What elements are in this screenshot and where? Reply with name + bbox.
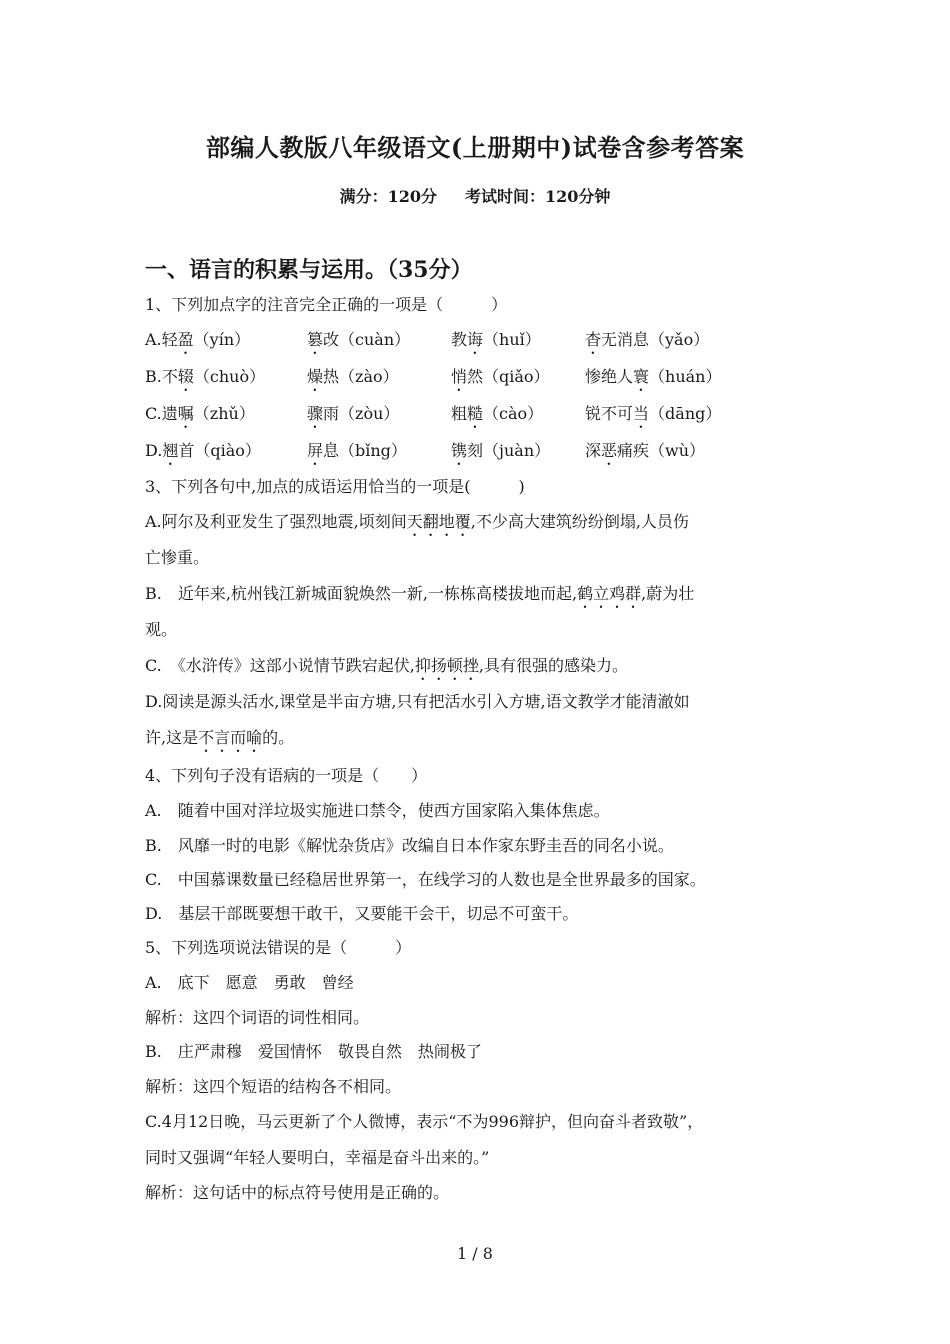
q4-option-a: A. 随着中国对洋垃圾实施进口禁令，使西方国家陷入集体焦虑。 xyxy=(145,801,610,820)
q5-option-a: A. 底下 愿意 勇敢 曾经 xyxy=(145,973,354,992)
q3-option-d-line1: D.阅读是源头活水,课堂是半亩方塘,只有把活水引入方塘,语文教学才能清澈如 xyxy=(145,692,690,711)
q5-option-c-note: 解析：这句话中的标点符号使用是正确的。 xyxy=(145,1183,450,1202)
q5-option-a-note: 解析：这四个词语的词性相同。 xyxy=(145,1008,370,1027)
q1-option-d: D.翘首（qiào） 屏息（bǐng） 镌刻（juàn） 深恶痛疾（wù） xyxy=(145,441,706,460)
q4-stem: 4、下列句子没有语病的一项是（ ） xyxy=(145,766,428,785)
q1-stem: 1、下列加点字的注音完全正确的一项是（ ） xyxy=(145,295,508,314)
q5-option-b-note: 解析：这四个短语的结构各不相同。 xyxy=(145,1077,402,1096)
q1-option-a: A.轻盈（yín） 篡改（cuàn） 教诲（huǐ） 杳无消息（yǎo） xyxy=(145,330,710,349)
q4-option-b: B. 风靡一时的电影《解忧杂货店》改编自日本作家东野圭吾的同名小说。 xyxy=(145,836,674,855)
q4-option-c: C. 中国慕课数量已经稳居世界第一，在线学习的人数也是全世界最多的国家。 xyxy=(145,870,706,889)
exam-time: 考试时间：120分钟 xyxy=(465,187,611,206)
q3-stem: 3、下列各句中,加点的成语运用恰当的一项是( ) xyxy=(145,477,525,496)
total-score: 满分：120分 xyxy=(339,187,437,206)
q3-option-b-line2: 观。 xyxy=(145,620,178,639)
q5-option-c-line1: C.4月12日晚，马云更新了个人微博，表示“不为996辩护，但向奋斗者致敬”， xyxy=(145,1112,704,1131)
q5-stem: 5、下列选项说法错误的是（ ） xyxy=(145,938,412,957)
q3-option-a-line2: 亡惨重。 xyxy=(145,548,210,567)
q4-option-d: D. 基层干部既要想干敢干，又要能干会干，切忌不可蛮干。 xyxy=(145,904,579,923)
q5-option-b: B. 庄严肃穆 爱国情怀 敬畏自然 热闹极了 xyxy=(145,1042,482,1061)
q3-option-d-line2: 许,这是不言而喻的。 xyxy=(145,728,295,747)
q3-option-b-line1: B. 近年来,杭州钱江新城面貌焕然一新,一栋栋高楼拔地而起,鹤立鸡群,蔚为壮 xyxy=(145,584,695,603)
page-number: 1 / 8 xyxy=(457,1244,493,1263)
exam-info xyxy=(0,184,950,207)
q5-option-c-line2: 同时又强调“年轻人要明白，幸福是奋斗出来的。” xyxy=(145,1148,490,1167)
section-heading: 一、语言的积累与运用。（35分） xyxy=(145,257,473,283)
q3-option-c: C. 《水浒传》这部小说情节跌宕起伏,抑扬顿挫,具有很强的感染力。 xyxy=(145,656,628,675)
q1-option-b: B.不辍（chuò） 燥热（zào） 悄然（qiǎo） 惨绝人寰（huán） xyxy=(145,367,722,386)
q1-option-c: C.遗嘱（zhǔ） 骤雨（zòu） 粗糙（cào） 锐不可当（dāng） xyxy=(145,404,722,423)
q3-option-a-line1: A.阿尔及利亚发生了强烈地震,顷刻间天翻地覆,不少高大建筑纷纷倒塌,人员伤 xyxy=(145,512,689,531)
document-title: 部编人教版八年级语文(上册期中)试卷含参考答案 xyxy=(205,133,745,162)
